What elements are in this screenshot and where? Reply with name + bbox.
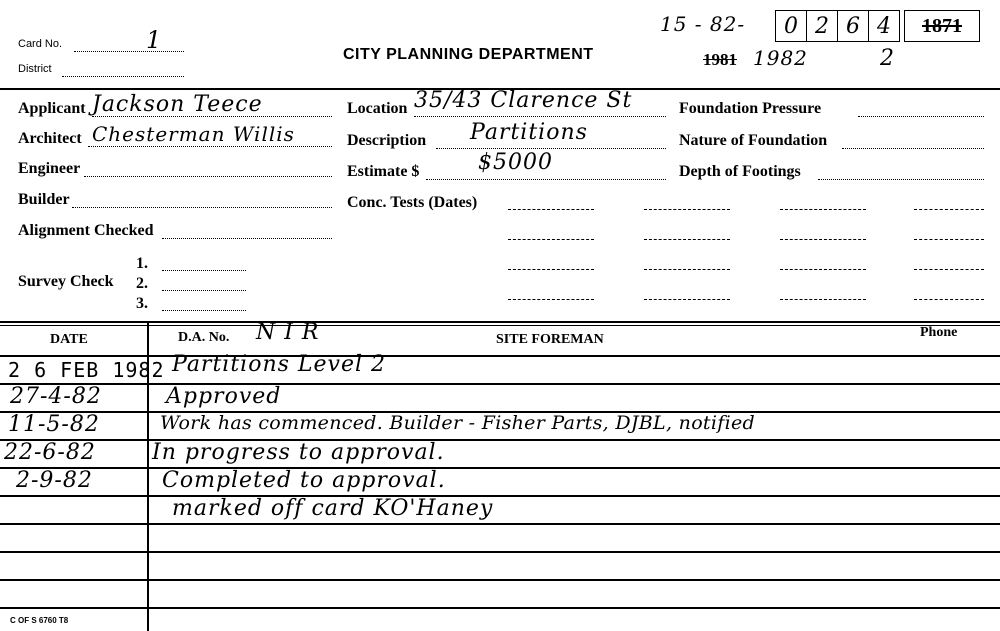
- alignment-label: Alignment Checked: [18, 222, 154, 239]
- location-value: 35/43 Clarence St: [414, 88, 633, 113]
- foundation-pressure-line: [858, 116, 984, 117]
- conc-line: [780, 209, 866, 210]
- row-rule: [0, 551, 1000, 553]
- row-note: Completed to approval.: [162, 468, 446, 493]
- estimate-label: Estimate $: [347, 163, 420, 180]
- conc-tests-label: Conc. Tests (Dates): [347, 194, 478, 211]
- description-line: [436, 148, 666, 149]
- row-note: Partitions Level 2: [172, 352, 387, 377]
- applicant-value: Jackson Teece: [92, 92, 263, 117]
- builder-line: [72, 207, 332, 208]
- conc-line: [780, 299, 866, 300]
- engineer-label: Engineer: [18, 160, 81, 177]
- conc-line: [914, 239, 984, 240]
- survey-item-1: 1.: [136, 255, 148, 272]
- row-rule: [0, 495, 1000, 497]
- da-no-value: N I R: [256, 320, 320, 345]
- estimate-value: $5000: [478, 150, 553, 175]
- survey-label: Survey Check: [18, 273, 114, 290]
- depth-of-footings-label: Depth of Footings: [679, 163, 801, 180]
- conc-line: [780, 269, 866, 270]
- row-rule: [0, 607, 1000, 609]
- survey-item-3: 3.: [136, 295, 148, 312]
- row-rule: [0, 579, 1000, 581]
- year-suffix: 2: [880, 46, 895, 71]
- district-label: District: [18, 63, 52, 75]
- nature-of-foundation-line: [842, 148, 984, 149]
- row-note: marked off card KO'Haney: [172, 496, 494, 521]
- location-label: Location: [347, 100, 408, 117]
- conc-line: [914, 299, 984, 300]
- year-old: 1981: [703, 50, 737, 69]
- row-date: 27-4-82: [10, 384, 102, 409]
- table-top-rule: [0, 321, 1000, 323]
- file-prefix: 15 - 82-: [660, 12, 746, 36]
- engineer-line: [84, 176, 332, 177]
- row-date: 11-5-82: [8, 412, 100, 437]
- row-date: 22-6-82: [4, 440, 96, 465]
- row-rule: [0, 523, 1000, 525]
- location-line: [414, 116, 666, 117]
- conc-line: [780, 239, 866, 240]
- alignment-line: [162, 238, 332, 239]
- survey-line-3: [162, 310, 246, 311]
- card-no-value: 1: [146, 26, 163, 54]
- architect-label: Architect: [18, 130, 82, 147]
- foundation-pressure-label: Foundation Pressure: [679, 100, 822, 117]
- architect-line: [88, 146, 332, 147]
- description-label: Description: [347, 132, 427, 149]
- file-box-4: 4: [868, 10, 900, 42]
- table-top-rule-inner: [0, 325, 1000, 326]
- conc-line: [508, 299, 594, 300]
- conc-line: [644, 239, 730, 240]
- file-box-2: 2: [806, 10, 838, 42]
- applicant-label: Applicant: [18, 100, 86, 117]
- row-date: 2-9-82: [16, 468, 93, 493]
- conc-line: [914, 269, 984, 270]
- file-box-3: 6: [837, 10, 869, 42]
- department-title: CITY PLANNING DEPARTMENT: [343, 46, 594, 63]
- conc-line: [644, 299, 730, 300]
- survey-item-2: 2.: [136, 275, 148, 292]
- description-value: Partitions: [470, 120, 588, 145]
- date-header: DATE: [50, 332, 88, 347]
- conc-line: [508, 209, 594, 210]
- district-line: [62, 76, 184, 77]
- row-date: 2 6 FEB 1982: [8, 358, 165, 382]
- conc-line: [508, 239, 594, 240]
- row-rule: [0, 355, 1000, 357]
- estimate-line: [426, 179, 666, 180]
- row-rule: [0, 439, 1000, 441]
- row-rule: [0, 383, 1000, 385]
- form-code: C OF S 6760 T8: [10, 616, 69, 625]
- card-no-line: [74, 51, 184, 52]
- architect-value: Chesterman Willis: [92, 122, 295, 146]
- year-new: 1982: [753, 46, 808, 70]
- builder-label: Builder: [18, 191, 70, 208]
- row-note: In progress to approval.: [152, 440, 445, 465]
- conc-line: [644, 209, 730, 210]
- depth-of-footings-line: [818, 179, 984, 180]
- nature-of-foundation-label: Nature of Foundation: [679, 132, 828, 149]
- file-box-1: 0: [775, 10, 807, 42]
- survey-line-2: [162, 290, 246, 291]
- row-note: Approved: [166, 384, 282, 409]
- row-rule: [0, 467, 1000, 469]
- card-no-label: Card No.: [18, 38, 63, 50]
- file-old-number: 1871: [904, 10, 980, 42]
- conc-line: [914, 209, 984, 210]
- survey-line-1: [162, 270, 246, 271]
- conc-line: [508, 269, 594, 270]
- conc-line: [644, 269, 730, 270]
- row-note: Work has commenced. Builder - Fisher Parts, DJBL, notified: [160, 412, 755, 434]
- da-no-label: D.A. No.: [178, 330, 230, 345]
- site-foreman-header: SITE FOREMAN: [496, 332, 604, 347]
- phone-header: Phone: [920, 325, 958, 340]
